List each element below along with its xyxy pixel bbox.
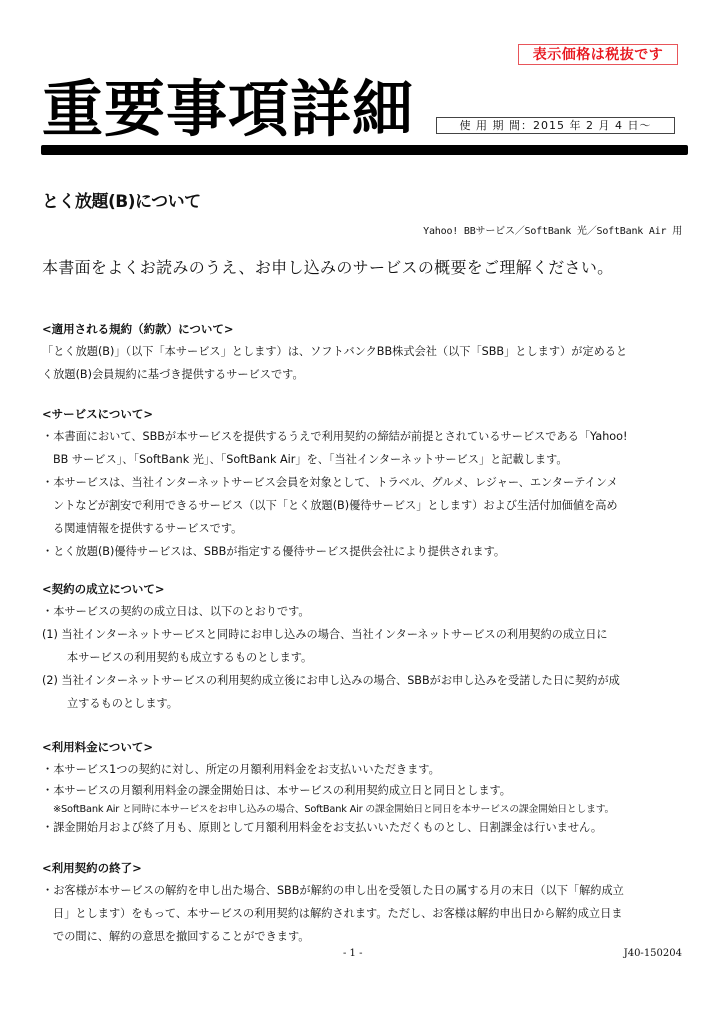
bullet-line: ・お客様が本サービスの解約を申し出た場合、SBBが解約の申し出を受領した日の属する月の末日（以下「解約成立 [42, 884, 624, 897]
section-heading: <サービスについて> [42, 407, 154, 421]
section-heading: <適用される規約（約款）について> [42, 322, 234, 336]
section-fees [42, 736, 687, 838]
section-contract-formation [42, 578, 687, 715]
bullet-continuation: ントなどが割安で利用できるサービス（以下「とく放題(B)優待サービス」とします）および生活付加価値を高め [53, 499, 618, 512]
lead-instruction: 本書面をよくお読みのうえ、お申し込みのサービスの概要をご理解ください。 [42, 258, 614, 277]
bullet-continuation: での間に、解約の意思を撤回することができます。 [53, 930, 310, 943]
section-service [42, 403, 687, 563]
numbered-item-continuation: 立するものとします。 [67, 697, 178, 710]
numbered-item-continuation: 本サービスの利用契約も成立するものとします。 [67, 651, 313, 664]
bullet-continuation: る関連情報を提供するサービスです。 [53, 522, 243, 535]
tax-excluded-badge: 表示価格は税抜です [518, 44, 678, 65]
section-heading: <利用契約の終了> [42, 861, 142, 875]
paragraph-line: く放題(B)会員規約に基づき提供するサービスです。 [42, 368, 304, 381]
numbered-item: (1) 当社インターネットサービスと同時にお申し込みの場合、当社インターネットサービスの利用契約の成立日に [42, 628, 608, 641]
numbered-item: (2) 当社インターネットサービスの利用契約成立後にお申し込みの場合、SBBがお申し込みを受諾した日に契約が成 [42, 674, 620, 687]
page-number: - 1 - [343, 948, 363, 959]
service-subtitle: とく放題(B)について [42, 192, 201, 212]
bullet-continuation: BB サービス」、「SoftBank 光」、「SoftBank Air」を、「当社インターネットサービス」と記載します。 [53, 453, 568, 466]
document-title: 重要事項詳細 [42, 74, 415, 145]
footnote-line: ※SoftBank Air と同時に本サービスをお申し込みの場合、SoftBank Air の課金開始日と同日を本サービスの課金開始日とします。 [53, 804, 615, 815]
usage-period-box: 使 用 期 間：2015 年 2 月 4 日～ [436, 117, 675, 134]
bullet-line: ・本サービスの契約の成立日は、以下のとおりです。 [42, 605, 310, 618]
bullet-line: ・本サービスの月額利用料金の課金開始日は、本サービスの利用契約成立日と同日とします。 [42, 784, 511, 797]
bullet-line: ・本書面において、SBBが本サービスを提供するうえで利用契約の締結が前提とされているサービスである「Yahoo! [42, 430, 628, 443]
bullet-line: ・とく放題(B)優待サービスは、SBBが指定する優待サービス提供会社により提供されます。 [42, 545, 506, 558]
paragraph-line: 「とく放題(B)」（以下「本サービス」とします）は、ソフトバンクBB株式会社（以下「SBB」とします）が定めると [42, 345, 628, 358]
section-terms [42, 318, 687, 386]
title-divider-bar [41, 145, 688, 155]
document-code: J40-150204 [623, 948, 682, 959]
section-termination [42, 857, 687, 948]
section-heading: <契約の成立について> [42, 582, 165, 596]
bullet-line: ・本サービスは、当社インターネットサービス会員を対象として、トラベル、グルメ、レジャー、エンターテインメ [42, 476, 618, 489]
bullet-continuation: 日」とします）をもって、本サービスの利用契約は解約されます。ただし、お客様は解約申出日から解約成立日ま [53, 907, 623, 920]
bullet-line: ・本サービス1つの契約に対し、所定の月額利用料金をお支払いいただきます。 [42, 763, 440, 776]
section-heading: <利用料金について> [42, 740, 154, 754]
bullet-line: ・課金開始月および終了月も、原則として月額利用料金をお支払いいただくものとし、日割課金は行いません。 [42, 821, 603, 834]
applicable-services-note: Yahoo! BBサービス／SoftBank 光／SoftBank Air 用 [423, 226, 682, 237]
